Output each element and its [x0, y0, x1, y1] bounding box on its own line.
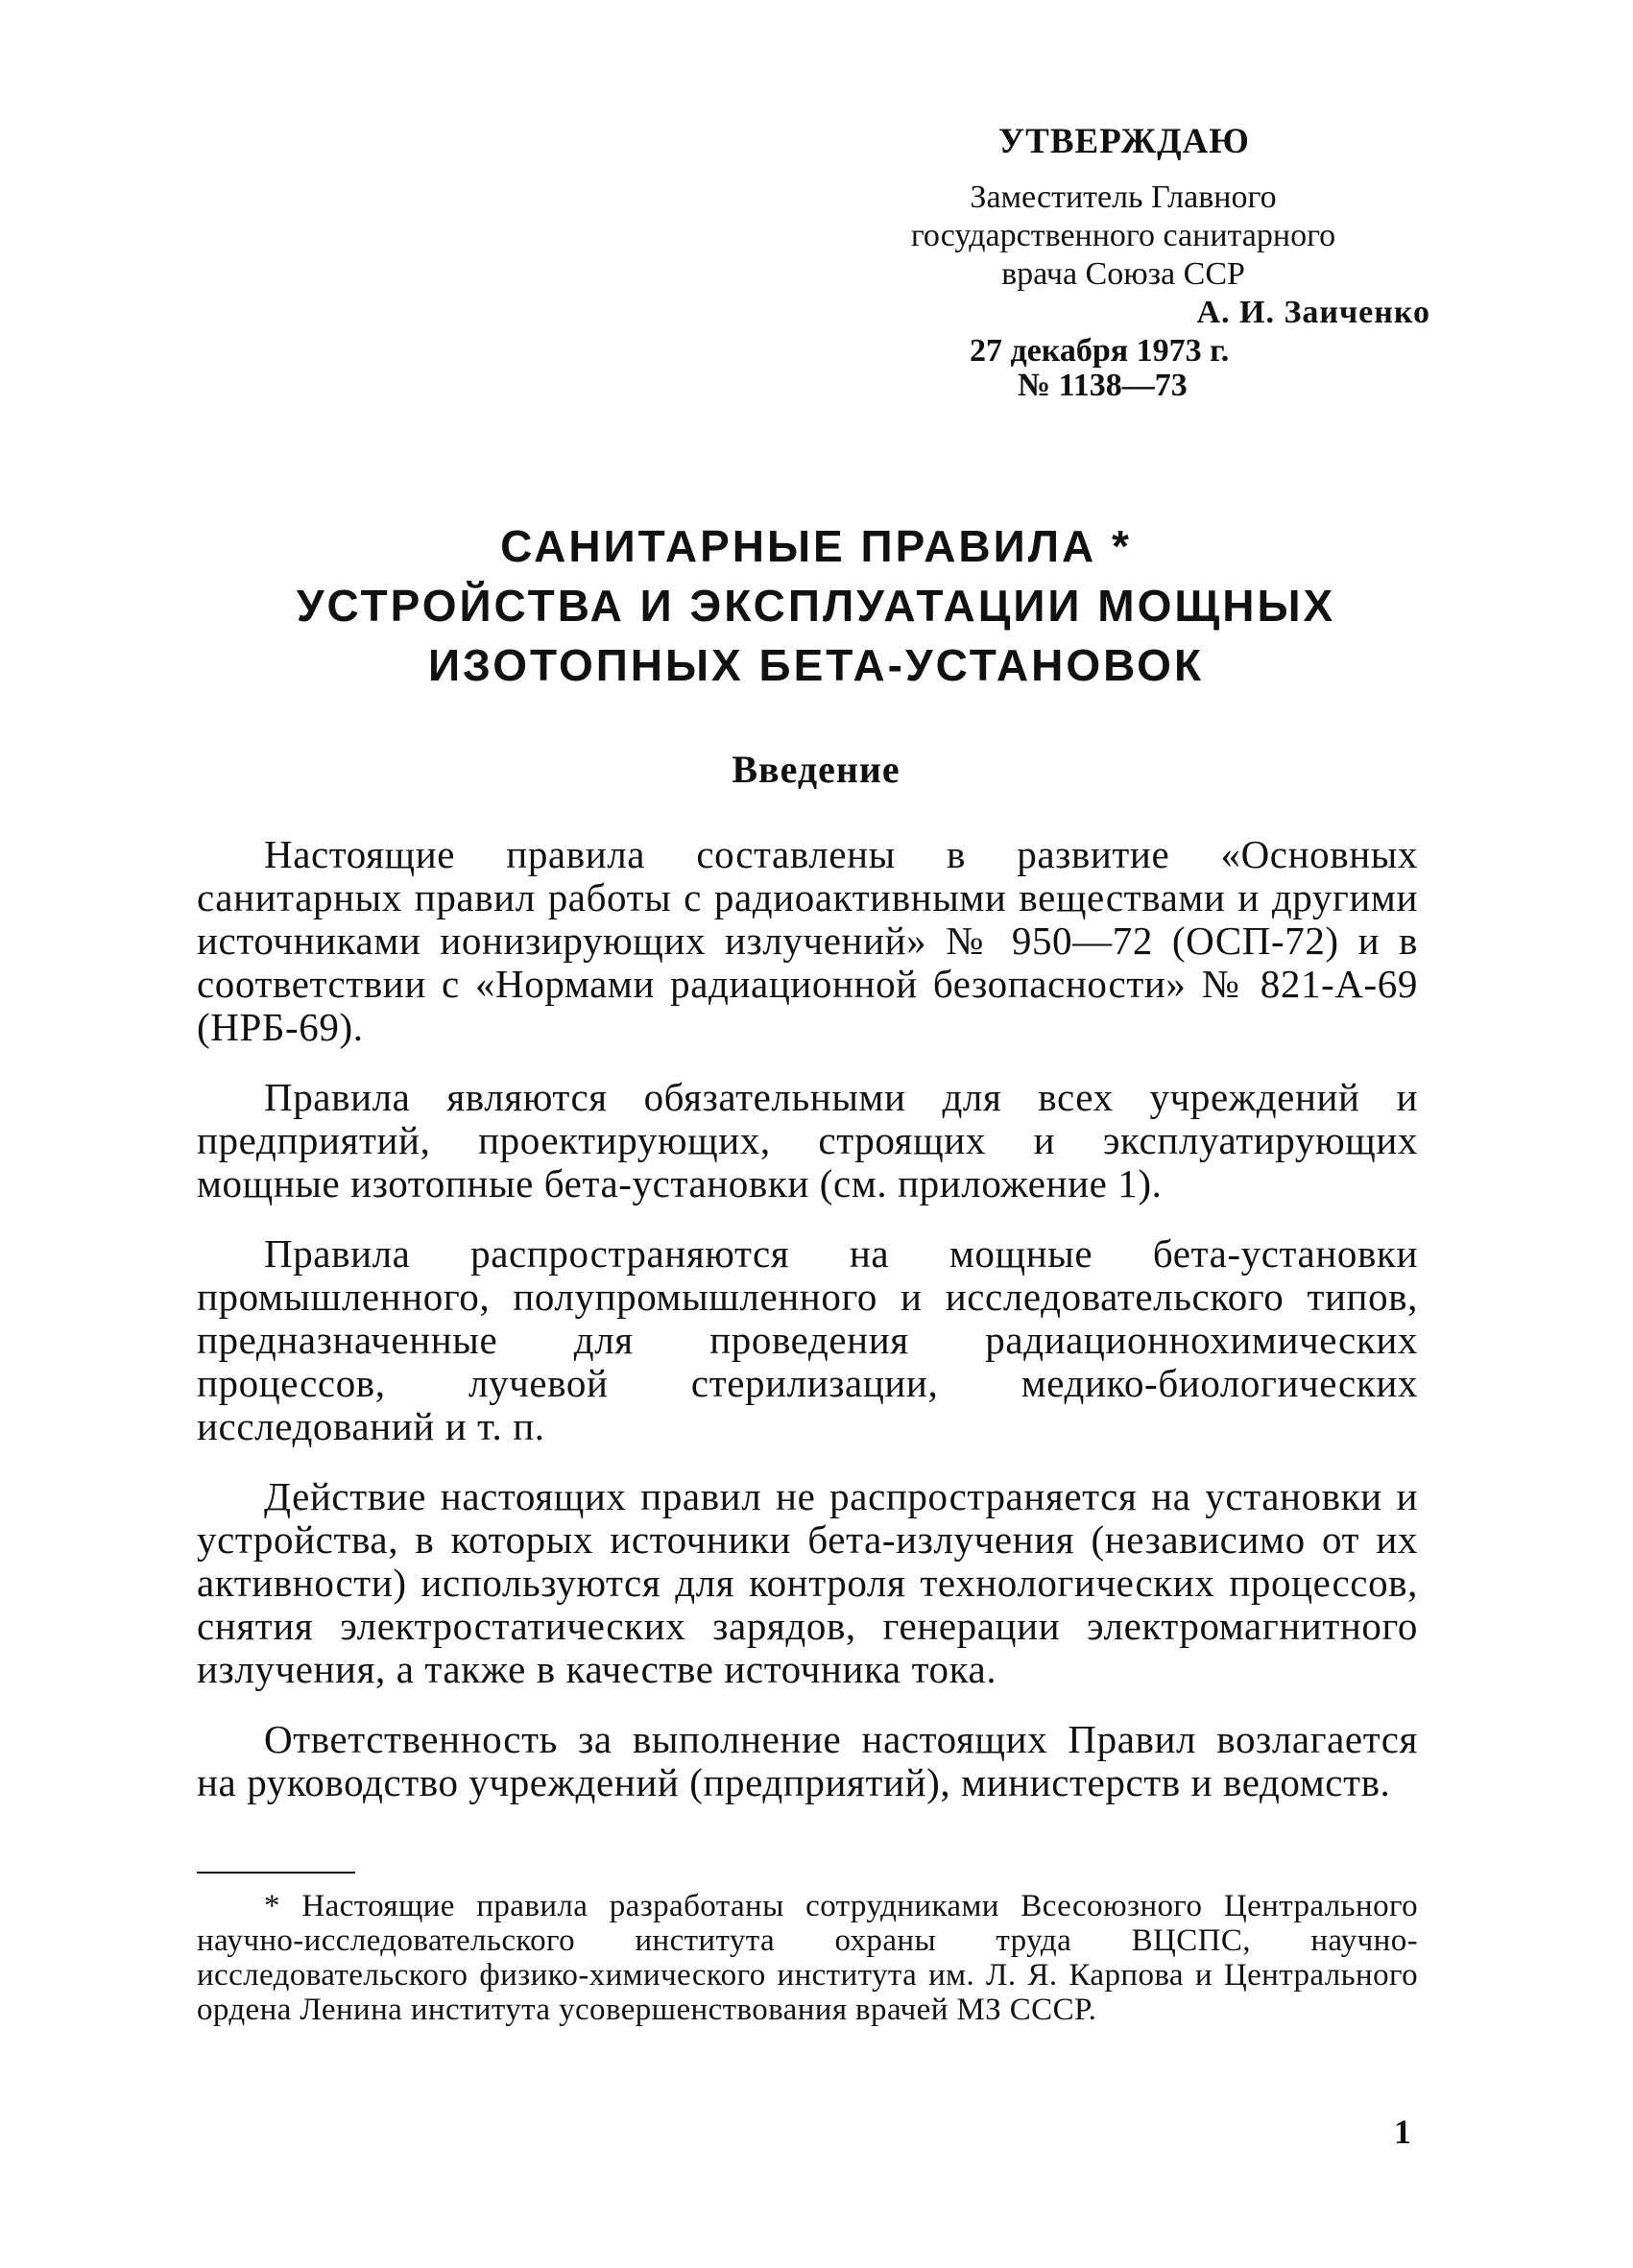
paragraph: Правила являются обязательными для всех учреждений и предприятий, проектирующих, строящих и эксплуатирующих мощные изотопные бета-установки (см. приложение 1). [197, 1075, 1418, 1206]
paragraph: Настоящие правила составлены в развитие «Основных санитарных правил работы с радиоактивными веществами и другими источниками ионизирующих излучений» № 950—72 (ОСП-72) и в соответствии с «Нормами радиационной безопасности» № 821-А-69 (НРБ-69). [197, 832, 1418, 1049]
footnote-divider [197, 1872, 355, 1874]
title-line-3: ИЗОТОПНЫХ БЕТА-УСТАНОВОК [427, 640, 1205, 690]
paragraph: Правила распространяются на мощные бета-установки промышленного, полупромышленного и исследовательского типов, предназначенные для проведения радиационнохимических процессов, лучевой стерилизации, медико-биологических исследований и т. п. [197, 1231, 1418, 1448]
body-text [197, 833, 1418, 1831]
approval-position-line-1: Заместитель Главного [970, 179, 1277, 215]
approval-number: № 1138—73 [1018, 368, 1188, 403]
paragraph: Ответственность за выполнение настоящих Правил возлагается на руководство учреждений (предприятий), министерств и ведомств. [197, 1717, 1418, 1804]
approval-signer: А. И. Заиченко [1196, 295, 1430, 330]
approval-date: 27 декабря 1973 г. [970, 333, 1230, 369]
approval-block [854, 123, 1450, 405]
section-heading: Введение [732, 748, 901, 791]
paragraph: Действие настоящих правил не распространяется на установки и устройства, в которых источники бета-излучения (независимо от их активности) используются для контроля технологических процессов, снятия электростатических зарядов, генерации электромагнитного излучения, а также в качестве источника тока. [197, 1474, 1418, 1691]
footnote: * Настоящие правила разработаны сотрудниками Всесоюзного Центрального научно-исследовательского института охраны труда ВЦСПС, научно-исследовательского физико-химического института им. Л. Я. Карпова и Центрального ордена Ленина института усовершенствования врачей МЗ СССР. [197, 1889, 1418, 2027]
document-title [192, 516, 1440, 695]
approval-position-line-2: государственного санитарного [910, 218, 1336, 253]
page-number: 1 [1394, 2113, 1411, 2151]
approval-position-line-3: врача Союза ССР [1001, 256, 1245, 292]
approval-heading: УТВЕРЖДАЮ [998, 122, 1250, 161]
title-line-2: УСТРОЙСТВА И ЭКСПЛУАТАЦИИ МОЩНЫХ [296, 581, 1336, 631]
title-line-1: САНИТАРНЫЕ ПРАВИЛА * [500, 521, 1132, 571]
